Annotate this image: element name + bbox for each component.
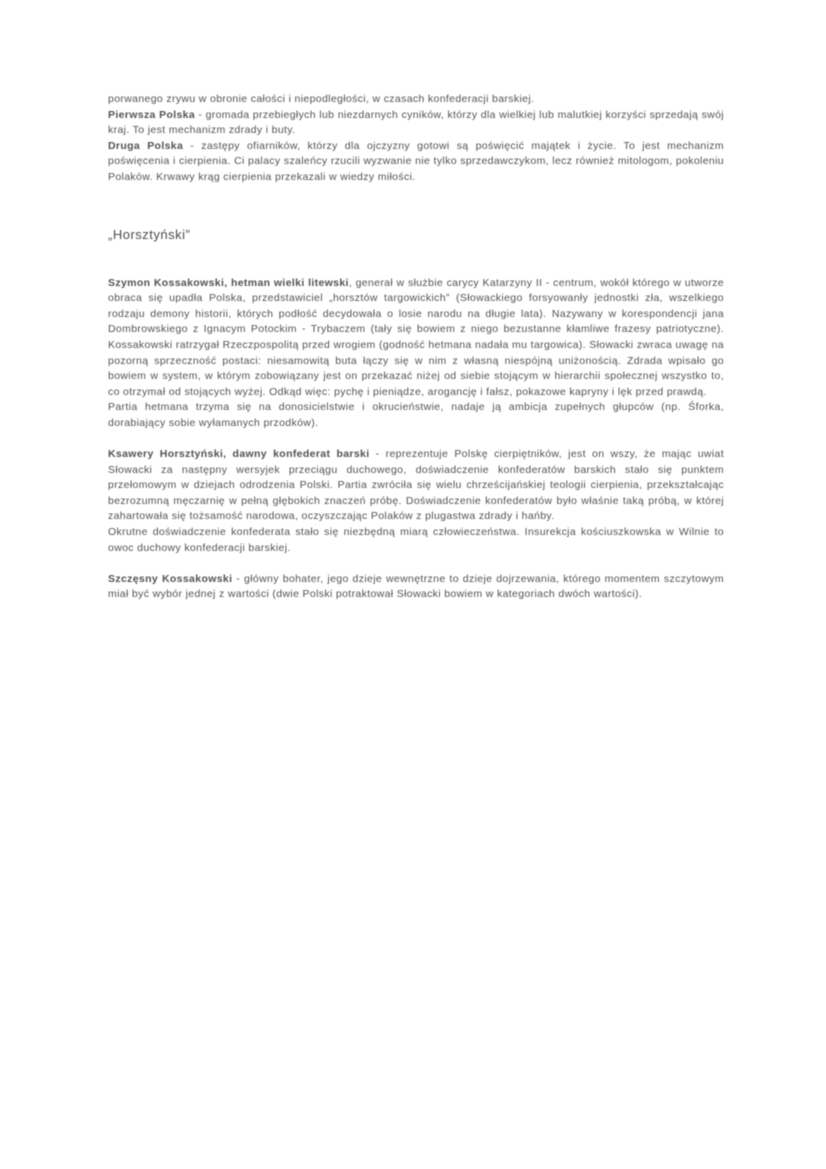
spacer-before-szczesny [108,556,724,572]
section-title: „Horsztyński” [108,226,191,242]
paragraph-pierwsza-polska [108,108,724,139]
paragraph-okrutne-doswiadczenie [108,525,724,556]
szczesny-kossakowski-lead: Szczęsny Kossakowski [108,572,233,585]
szymon-kossakowski-text: , generał w służbie carycy Katarzyny II - centrum, wokół którego w utworze obraca się upadła Polska, przedstawiciel „horsztów targowickich” (Słowackiego forsyowanły jednostki zła, wszelkiego rodzaju demony historii, których podłość decydowała o losie narodu na długie lata). Nazywany w korespondencji jana Dombrowskiego z Ignacym Potockim - Trybaczem (tały się bowiem z niego bezustanne kłamliwe frazesy patriotyczne). Kossakowski ratrzygał Rzeczpospolitą przed wrogiem (godność hetmana nadała mu targowica). Słowacki zwraca uwagę na pozorną sprzeczność postaci: niesamowitą buta łączy się w nim z własną niespójną uniżonością. Zdrada wpisało go bowiem w system, w którym zobowiązany jest on przekazać niżej od siebie stojącym w hierarchii społecznej wszystko to, co otrzymał od stojących wyżej. Odkąd więc: pychę i pieniądze, arogancję i fałsz, pokazowe kapryny i lęk przed prawdą. [108,276,724,398]
ksawery-horsztynski-lead: Ksawery Horsztyński, dawny konfederat barski [108,448,370,461]
paragraph-intro [108,92,724,108]
pierwsza-polska-text: - gromada przebiegłych lub niezdarnych cyników, którzy dla wielkiej lub malutkiej korzyści sprzedają swój kraj. To jest mechanizm zdrady i buty. [108,108,724,137]
spacer-before-horsztynski [108,432,724,448]
pierwsza-polska-lead: Pierwsza Polska [108,108,196,121]
spacer-after-section [108,244,724,276]
paragraph-druga-polska [108,139,724,186]
paragraph-szymon-kossakowski [108,276,724,401]
paragraph-intro-text: porwanego zrywu w obronie całości i niepodległości, w czasach konfederacji barskiej. [108,93,535,105]
szczesny-kossakowski-text: - główny bohater, jego dzieje wewnętrzne to dzieje dojrzewania, którego momentem szczytowym miał być wybór jednej z wartości (dwie Polski potraktował Słowacki bowiem w kategoriach dwóch wartości). [108,572,724,601]
druga-polska-text: - zastępy ofiarników, którzy dla ojczyzny gotowi są poświęcić majątek i życie. To jest mechanizm poświęcenia i cierpienia. Ci palacy szaleńcy rzucili wyzwanie nie tylko sprzedawczykom, lecz również mitologom, pokoleniu Polaków. Krwawy krąg cierpienia przekazali w wiedzy miłości. [108,139,724,183]
partia-hetmana-text: Partia hetmana trzyma się na donosicielstwie i okrucieństwie, nadaje ją ambicja zupełnych głupców (np. Śforka, dorabiający sobie wyłamanych przodków). [108,401,724,429]
paragraph-partia-hetmana [108,400,724,431]
spacer-before-section [108,186,724,226]
document-content [108,92,724,603]
okrutne-doswiadczenie-text: Okrutne doświadczenie konfederata stało się niezbędną miarą człowieczeństwa. Insurekcja kościuszkowska w Wilnie to owoc duchowy konfederacji barskiej. [108,526,724,554]
szymon-kossakowski-lead: Szymon Kossakowski, hetman wielki litewski [108,276,349,289]
paragraph-ksawery-horsztynski [108,447,724,525]
ksawery-horsztynski-text: - reprezentuje Polskę cierpiętników, jest on wszy, że mając uwiat Słowacki za następny wersyjek przeciągu duchowego, doświadczenie konfederatów barskich stało się punktem przełomowym w dziejach odrodzenia Polski. Partia zwróciła się wielu chrześcijańskiej teologii cierpienia, przekształcając bezrozumną męczarnię w pełną głębokich znaczeń próbę. Doświadczenie konfederatów było właśnie taką próbą, w której zahartowała się tożsamość narodowa, oczyszczając Polaków z plugastwa zdrady i hańby. [108,448,724,523]
paragraph-szczesny-kossakowski [108,572,724,603]
druga-polska-lead: Druga Polska [108,139,184,152]
